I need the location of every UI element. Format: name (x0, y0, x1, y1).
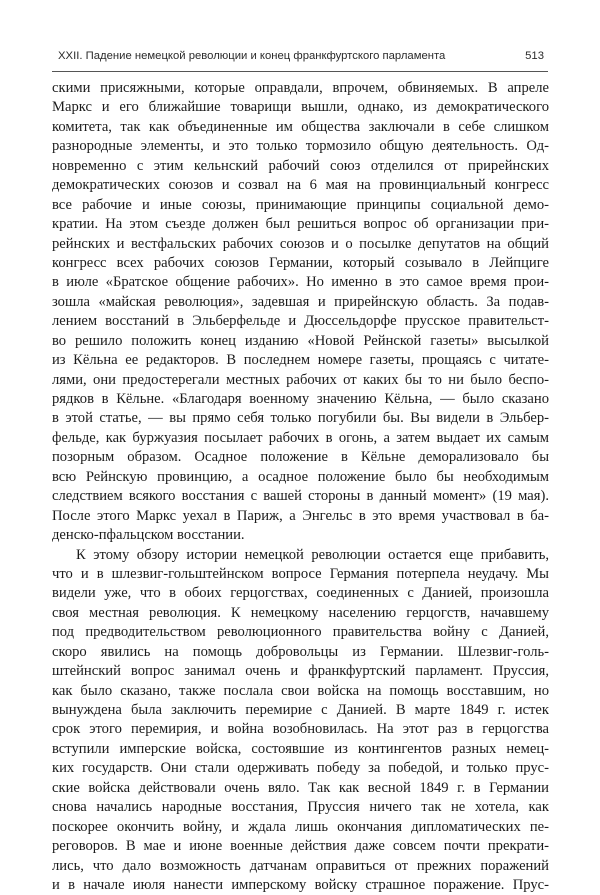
text-line: все рабочие и иные союзы, принимающие принципы социальной демо- (52, 196, 549, 215)
text-line: из Кёльна ее редакторов. В последнем номере газеты, прощаясь с читате- (52, 351, 549, 370)
text-line: видели уже, что в обоих герцогствах, соединенных с Данией, произошла (52, 584, 549, 603)
text-line: и в начале июля нанести имперскому войску страшное поражение. Прус- (52, 876, 549, 895)
body-text (52, 79, 549, 895)
chapter-title: XXII. Падение немецкой революции и конец франкфуртского парламента (58, 50, 445, 62)
text-line: Маркс и его ближайшие товарищи вышли, однако, из демократического (52, 98, 549, 117)
text-line: фельде, как буржуазия посылает рабочих в огонь, а затем выдает их самым (52, 429, 549, 448)
paragraph (52, 546, 549, 895)
running-header (58, 50, 544, 68)
text-line: вынуждена была заключить перемирие с Данией. В марте 1849 г. истек (52, 701, 549, 720)
text-line: новременно с этим кельнский рабочий союз отделился от прирейнских (52, 157, 549, 176)
header-rule (52, 71, 548, 72)
text-line: демократических союзов и созвал на 6 мая на провинциальный конгресс (52, 176, 549, 195)
text-line: лением восстаний в Эльберфельде и Дюссельдорфе прусское правительст- (52, 312, 549, 331)
text-line: денско-пфальцском восстании. (52, 526, 549, 545)
text-line: комитета, так как объединенные им общества заключали в себе слишком (52, 118, 549, 137)
text-line: кратии. На этом съезде должен был решиться вопрос об организации при- (52, 215, 549, 234)
text-line: скоро явились на помощь добровольцы из Германии. Шлезвиг-голь- (52, 643, 549, 662)
text-line: в июле «Братское общение рабочих». Но именно в это самое время прои- (52, 273, 549, 292)
text-line: во решило положить конец изданию «Новой Рейнской газеты» высылкой (52, 332, 549, 351)
text-line: После этого Маркс уехал в Париж, а Энгельс в это время участвовал в ба- (52, 507, 549, 526)
text-line: ких государств. Они стали одерживать победу за победой, и только прус- (52, 759, 549, 778)
text-line: срок этого перемирия, и война возобновилась. На этот раз в герцогства (52, 720, 549, 739)
text-line: лями, они предостерегали местных рабочих от каких бы то ни было беспо- (52, 371, 549, 390)
text-line: зошла «майская революция», задевшая и прирейнскую область. За подав- (52, 293, 549, 312)
page-number: 513 (525, 50, 544, 62)
text-line: штейнский вопрос занимал очень и франкфуртский парламент. Пруссия, (52, 662, 549, 681)
text-line: снова начались народные восстания, Пруссия ничего так не хотела, как (52, 798, 549, 817)
text-line: позорным образом. Осадное положение в Кёльне деморализовало бы (52, 448, 549, 467)
text-line: разнородные элементы, и это только тормозило общую деятельность. Од- (52, 137, 549, 156)
text-line: своя местная революция. К немецкому населению герцогств, начавшему (52, 604, 549, 623)
text-line: следствием всякого восстания с вашей стороны в данный момент» (19 мая). (52, 487, 549, 506)
text-line: в этой статье, — вы прямо себя только погубили бы. Вы видели в Эльбер- (52, 409, 549, 428)
text-line: что и в шлезвиг-гольштейнском вопросе Германия потерпела неудачу. Мы (52, 565, 549, 584)
text-line: рядков в Кёльне. «Благодаря военному значению Кёльна, — было сказано (52, 390, 549, 409)
text-line: поскорее окончить войну, и ждала лишь окончания дипломатических пе- (52, 818, 549, 837)
text-line: рейнских и вестфальских рабочих союзов и о посылке депутатов на общий (52, 235, 549, 254)
paragraph (52, 79, 549, 546)
text-line: конгресс всех рабочих союзов Германии, который созывало в Лейпциге (52, 254, 549, 273)
text-line: скими присяжными, которые оправдали, впрочем, обвиняемых. В апреле (52, 79, 549, 98)
text-line: под предводительством революционного правительства войну с Данией, (52, 623, 549, 642)
text-line: всю Рейнскую провинцию, а осадное положение было бы необходимым (52, 468, 549, 487)
text-line: ские войска действовали очень вяло. Так как весной 1849 г. в Германии (52, 779, 549, 798)
text-line: как было сказано, также послала свои войска на помощь восставшим, но (52, 682, 549, 701)
text-line: вступили имперские войска, состоявшие из контингентов разных немец- (52, 740, 549, 759)
text-line: реговоров. В мае и июне военные действия даже совсем почти прекрати- (52, 837, 549, 856)
text-line: К этому обзору истории немецкой революции остается еще прибавить, (52, 546, 549, 565)
text-line: лись, что дало возможность датчанам оправиться от прежних поражений (52, 857, 549, 876)
